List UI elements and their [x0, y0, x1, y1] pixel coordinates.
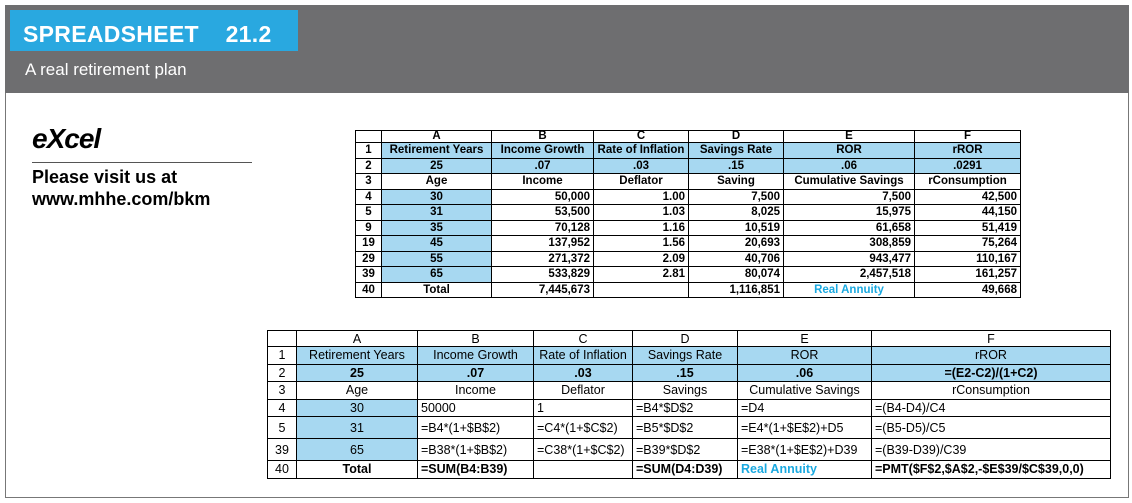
table-cell: Deflator: [594, 174, 689, 190]
table-cell: 2,457,518: [784, 267, 915, 283]
website-link: www.mhhe.com/bkm: [32, 189, 211, 209]
table-cell: .15: [689, 158, 784, 174]
table-cell: 70,128: [492, 220, 594, 236]
table-cell: .15: [633, 364, 738, 382]
table-cell: Savings Rate: [633, 347, 738, 365]
table-row: [356, 220, 1021, 236]
table-cell: 1: [534, 399, 633, 417]
table-cell: Retirement Years: [297, 347, 418, 365]
table-cell: 15,975: [784, 205, 915, 221]
table-cell: Rate of Inflation: [594, 143, 689, 159]
row-number: 4: [356, 189, 382, 205]
table-row: [268, 364, 1111, 382]
table-cell: 31: [382, 205, 492, 221]
table-cell: =SUM(B4:B39): [418, 461, 534, 479]
table-cell: Age: [297, 382, 418, 400]
table-cell: 1.56: [594, 236, 689, 252]
table-cell: 20,693: [689, 236, 784, 252]
table-cell: Cumulative Savings: [784, 174, 915, 190]
corner-cell: [356, 131, 382, 143]
corner-cell: [268, 331, 297, 347]
table-cell: 943,477: [784, 251, 915, 267]
table-row: [356, 251, 1021, 267]
table-cell: 44,150: [915, 205, 1021, 221]
table-cell: .06: [784, 158, 915, 174]
table-cell: 308,859: [784, 236, 915, 252]
excel-logo: eXcel: [32, 123, 101, 154]
table-cell: .07: [492, 158, 594, 174]
row-number: 9: [356, 220, 382, 236]
column-header-row: [356, 131, 1021, 143]
table-cell: Savings Rate: [689, 143, 784, 159]
row-number: 29: [356, 251, 382, 267]
spreadsheet-title: SPREADSHEET 21.2: [23, 21, 272, 47]
table-cell: 49,668: [915, 282, 1021, 298]
column-header: B: [418, 331, 534, 347]
table-cell: =(B5-D5)/C5: [872, 417, 1111, 439]
table-cell: Saving: [689, 174, 784, 190]
table-cell: .03: [534, 364, 633, 382]
formulas-spreadsheet: [267, 330, 1111, 479]
header-bar: [5, 5, 1129, 93]
table-cell: 45: [382, 236, 492, 252]
table-cell: Income Growth: [492, 143, 594, 159]
table-cell: 55: [382, 251, 492, 267]
table-row: [268, 461, 1111, 479]
real-annuity-label: Real Annuity: [784, 282, 915, 298]
column-header: C: [534, 331, 633, 347]
column-header: F: [872, 331, 1111, 347]
table-cell: 30: [382, 189, 492, 205]
table-row: [268, 439, 1111, 461]
row-number: 1: [356, 143, 382, 159]
row-number: 39: [356, 267, 382, 283]
table-cell: 137,952: [492, 236, 594, 252]
table-cell: 7,500: [784, 189, 915, 205]
table-cell: 42,500: [915, 189, 1021, 205]
table-cell: =C38*(1+$C$2): [534, 439, 633, 461]
row-number: 4: [268, 399, 297, 417]
table-cell: =B39*$D$2: [633, 439, 738, 461]
table-cell: =B5*$D$2: [633, 417, 738, 439]
spreadsheet-subtitle: A real retirement plan: [25, 60, 187, 79]
table-cell: 2.81: [594, 267, 689, 283]
table-cell: =B4*$D$2: [633, 399, 738, 417]
table-cell: Income Growth: [418, 347, 534, 365]
table-cell: 1.16: [594, 220, 689, 236]
table-cell: 1,116,851: [689, 282, 784, 298]
table-cell: Savings: [633, 382, 738, 400]
row-number: 5: [268, 417, 297, 439]
table-row: [268, 417, 1111, 439]
visit-note: [32, 166, 262, 210]
table-cell: 75,264: [915, 236, 1021, 252]
table-cell: 61,658: [784, 220, 915, 236]
row-number: 5: [356, 205, 382, 221]
table-cell: rConsumption: [872, 382, 1111, 400]
table-cell: =PMT($F$2,$A$2,-$E$39/$C$39,0,0): [872, 461, 1111, 479]
table-cell: 25: [382, 158, 492, 174]
values-spreadsheet: [355, 130, 1021, 298]
table-cell: 1.03: [594, 205, 689, 221]
table-row: [356, 174, 1021, 190]
table-cell: 271,372: [492, 251, 594, 267]
table-cell: ROR: [738, 347, 872, 365]
table-cell: .06: [738, 364, 872, 382]
column-header-row: [268, 331, 1111, 347]
column-header: A: [382, 131, 492, 143]
table-cell: =B4*(1+$B$2): [418, 417, 534, 439]
row-number: 2: [356, 158, 382, 174]
table-cell: Cumulative Savings: [738, 382, 872, 400]
row-number: 3: [356, 174, 382, 190]
table-row: [356, 189, 1021, 205]
table-cell: Age: [382, 174, 492, 190]
column-header: B: [492, 131, 594, 143]
divider: [32, 162, 252, 163]
visit-line: Please visit us at: [32, 167, 178, 187]
table-cell: Total: [297, 461, 418, 479]
table-row: [356, 143, 1021, 159]
table-cell: 30: [297, 399, 418, 417]
table-cell: Income: [492, 174, 594, 190]
table-cell: 25: [297, 364, 418, 382]
table-cell: =E4*(1+$E$2)+D5: [738, 417, 872, 439]
row-number: 1: [268, 347, 297, 365]
table-cell: rROR: [872, 347, 1111, 365]
table-cell: 1.00: [594, 189, 689, 205]
table-cell: =SUM(D4:D39): [633, 461, 738, 479]
table-row: [356, 205, 1021, 221]
table-cell: 8,025: [689, 205, 784, 221]
column-header: E: [784, 131, 915, 143]
table-cell: 7,500: [689, 189, 784, 205]
column-header: D: [633, 331, 738, 347]
table-cell: Total: [382, 282, 492, 298]
table-row: [356, 158, 1021, 174]
row-number: 2: [268, 364, 297, 382]
table-cell: rROR: [915, 143, 1021, 159]
column-header: F: [915, 131, 1021, 143]
column-header: A: [297, 331, 418, 347]
table-cell: rConsumption: [915, 174, 1021, 190]
table-cell: 65: [297, 439, 418, 461]
table-cell: Deflator: [534, 382, 633, 400]
table-cell: 110,167: [915, 251, 1021, 267]
table-cell: =B38*(1+$B$2): [418, 439, 534, 461]
table-cell: 35: [382, 220, 492, 236]
table-cell: =(B4-D4)/C4: [872, 399, 1111, 417]
row-number: 39: [268, 439, 297, 461]
table-cell: 53,500: [492, 205, 594, 221]
table-row: [268, 347, 1111, 365]
table-cell: 65: [382, 267, 492, 283]
row-number: 40: [268, 461, 297, 479]
column-header: C: [594, 131, 689, 143]
table-row: [356, 236, 1021, 252]
table-cell: 10,519: [689, 220, 784, 236]
column-header: D: [689, 131, 784, 143]
row-number: 3: [268, 382, 297, 400]
table-cell: .0291: [915, 158, 1021, 174]
table-cell: =(E2-C2)/(1+C2): [872, 364, 1111, 382]
table-cell: =(B39-D39)/C39: [872, 439, 1111, 461]
table-row: [356, 267, 1021, 283]
table-row: [268, 399, 1111, 417]
row-number: 19: [356, 236, 382, 252]
table-cell: =E38*(1+$E$2)+D39: [738, 439, 872, 461]
table-cell: 51,419: [915, 220, 1021, 236]
table-cell: Retirement Years: [382, 143, 492, 159]
table-cell: =C4*(1+$C$2): [534, 417, 633, 439]
row-number: 40: [356, 282, 382, 298]
table-cell: 2.09: [594, 251, 689, 267]
table-cell: 7,445,673: [492, 282, 594, 298]
table-cell: [594, 282, 689, 298]
table-cell: [534, 461, 633, 479]
table-row: [356, 282, 1021, 298]
table-cell: 161,257: [915, 267, 1021, 283]
table-cell: 533,829: [492, 267, 594, 283]
table-cell: 50000: [418, 399, 534, 417]
table-cell: Income: [418, 382, 534, 400]
table-cell: 80,074: [689, 267, 784, 283]
table-cell: .07: [418, 364, 534, 382]
table-cell: 40,706: [689, 251, 784, 267]
table-cell: Rate of Inflation: [534, 347, 633, 365]
table-cell: 50,000: [492, 189, 594, 205]
column-header: E: [738, 331, 872, 347]
table-cell: =D4: [738, 399, 872, 417]
real-annuity-label: Real Annuity: [738, 461, 872, 479]
table-cell: 31: [297, 417, 418, 439]
table-cell: .03: [594, 158, 689, 174]
table-row: [268, 382, 1111, 400]
table-cell: ROR: [784, 143, 915, 159]
